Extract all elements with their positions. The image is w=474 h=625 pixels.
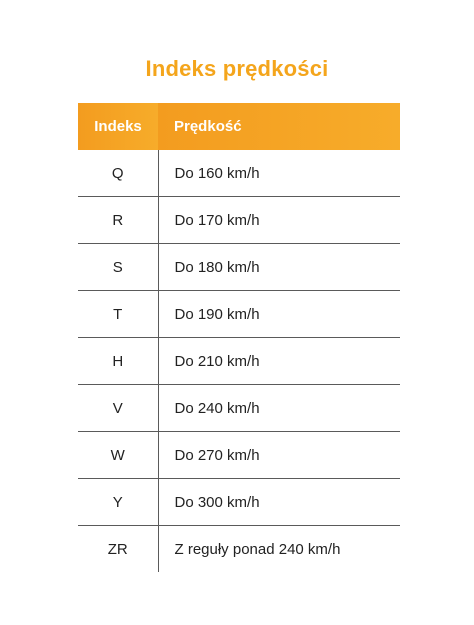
table-row	[78, 526, 400, 573]
speed-cell: Do 240 km/h	[158, 385, 400, 432]
column-header-index: Indeks	[78, 103, 158, 150]
table-row	[78, 291, 400, 338]
speed-cell: Do 210 km/h	[158, 338, 400, 385]
speed-cell: Do 190 km/h	[158, 291, 400, 338]
index-cell: Q	[78, 150, 158, 197]
speed-cell: Do 160 km/h	[158, 150, 400, 197]
column-header-speed: Prędkość	[158, 103, 400, 150]
page-title: Indeks prędkości	[145, 56, 329, 81]
index-cell: R	[78, 197, 158, 244]
table-row	[78, 338, 400, 385]
table-header-row	[78, 103, 400, 150]
table-row	[78, 150, 400, 197]
speed-cell: Z reguły ponad 240 km/h	[174, 540, 341, 558]
table-row	[78, 432, 400, 479]
index-cell: W	[78, 432, 158, 479]
index-cell: Y	[78, 479, 158, 526]
table-row	[78, 479, 400, 526]
speed-index-table	[78, 103, 400, 572]
index-cell: T	[78, 291, 158, 338]
speed-cell: Do 270 km/h	[158, 432, 400, 479]
index-cell: V	[78, 385, 158, 432]
table-row	[78, 244, 400, 291]
speed-cell: Do 180 km/h	[158, 244, 400, 291]
speed-cell: Do 300 km/h	[158, 479, 400, 526]
index-cell: S	[78, 244, 158, 291]
table-row	[78, 385, 400, 432]
speed-cell: Do 170 km/h	[158, 197, 400, 244]
index-cell: ZR	[78, 526, 158, 573]
table-row	[78, 197, 400, 244]
index-cell: H	[78, 338, 158, 385]
